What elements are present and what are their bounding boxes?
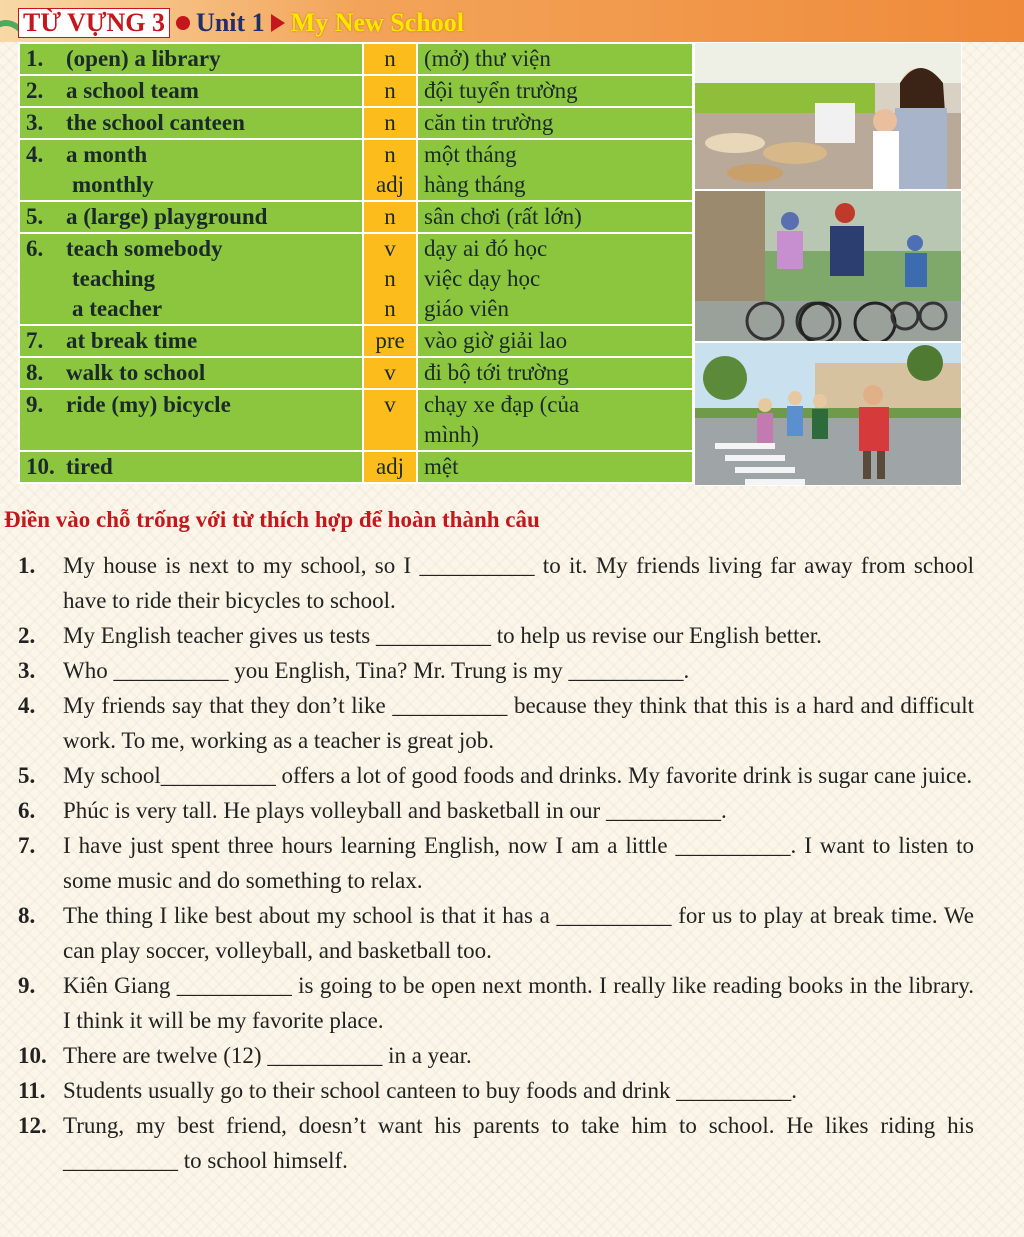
answer-blank[interactable]: __________ <box>267 1043 383 1068</box>
vocab-english <box>19 43 363 75</box>
vocab-row <box>19 43 693 75</box>
question-number: 7. <box>18 833 36 858</box>
vocab-english <box>19 139 363 201</box>
vocab-part-of-speech <box>363 75 417 107</box>
vocab-number: 4. <box>26 142 44 167</box>
triangle-arrow-icon <box>271 14 285 32</box>
unit-title: My New School <box>290 8 464 37</box>
vietnamese-meaning: mình) <box>424 422 479 447</box>
vietnamese-meaning: vào giờ giải lao <box>424 328 568 353</box>
exercise-question <box>18 1038 974 1073</box>
vocab-vietnamese <box>417 233 693 325</box>
vocab-part-of-speech <box>363 451 417 483</box>
question-number: 9. <box>18 973 36 998</box>
vocab-english-term: monthly <box>72 172 154 197</box>
children-cycling-photo <box>694 190 962 342</box>
part-of-speech: adj <box>375 454 405 479</box>
exercise-question <box>18 653 974 688</box>
vietnamese-meaning: (mở) thư viện <box>424 46 551 71</box>
vocab-part-of-speech <box>363 325 417 357</box>
vocab-row <box>19 451 693 483</box>
vocab-vietnamese <box>417 107 693 139</box>
vocab-english-term: walk to school <box>66 360 206 385</box>
school-canteen-photo <box>694 42 962 190</box>
vocab-tag: TỪ VỰNG 3 <box>18 8 170 38</box>
question-text: My friends say that they don’t like __________ because they think that this is a hard and difficult work. To me, working as a teacher is great job. <box>63 693 974 753</box>
vietnamese-meaning: hàng tháng <box>424 172 526 197</box>
exercise-question <box>18 1073 974 1108</box>
vocab-number: 7. <box>26 328 44 353</box>
question-number: 3. <box>18 658 36 683</box>
vocab-number: 2. <box>26 78 44 103</box>
vocab-row <box>19 139 693 201</box>
question-text: The thing I like best about my school is that it has a __________ for us to play at break time. We can play soccer, volleyball, and basketball too. <box>63 903 974 963</box>
bullet-dot-icon <box>176 16 190 30</box>
vietnamese-meaning: dạy ai đó học <box>424 236 548 261</box>
question-number: 11. <box>18 1078 46 1103</box>
vietnamese-meaning: đi bộ tới trường <box>424 360 569 385</box>
vocab-english <box>19 201 363 233</box>
answer-blank[interactable]: __________ <box>675 833 791 858</box>
vocab-part-of-speech <box>363 389 417 451</box>
vocab-row <box>19 75 693 107</box>
part-of-speech: n <box>384 296 396 321</box>
vocab-english-term: a month <box>66 142 148 167</box>
vocab-row <box>19 389 693 451</box>
vocab-part-of-speech <box>363 107 417 139</box>
question-text: I have just spent three hours learning English, now I am a little __________. I want to listen to some music and do something to relax. <box>63 833 974 893</box>
vocab-english-term: (open) a library <box>66 46 221 71</box>
question-number: 8. <box>18 903 36 928</box>
answer-blank[interactable]: __________ <box>605 798 721 823</box>
part-of-speech: adj <box>375 172 405 197</box>
vocab-english-term: teach somebody <box>66 236 223 261</box>
vietnamese-meaning: mệt <box>424 454 459 479</box>
vocab-row <box>19 201 693 233</box>
exercise-question <box>18 793 974 828</box>
vocab-vietnamese <box>417 43 693 75</box>
vocab-english-term: ride (my) bicycle <box>66 392 231 417</box>
answer-blank[interactable]: __________ <box>568 658 684 683</box>
exercise-question <box>18 1108 974 1178</box>
vocab-part-of-speech <box>363 201 417 233</box>
vietnamese-meaning: việc dạy học <box>424 266 541 291</box>
answer-blank[interactable]: __________ <box>113 658 229 683</box>
answer-blank[interactable]: __________ <box>556 903 672 928</box>
part-of-speech: v <box>384 236 396 261</box>
vocab-vietnamese <box>417 139 693 201</box>
vocab-row <box>19 233 693 325</box>
header <box>18 8 464 38</box>
vocab-number: 9. <box>26 392 44 417</box>
question-number: 5. <box>18 763 36 788</box>
vocab-english-term: a (large) playground <box>66 204 268 229</box>
answer-blank[interactable]: __________ <box>160 763 276 788</box>
vocab-row <box>19 107 693 139</box>
exercise-instruction: Điền vào chỗ trống với từ thích hợp để hoàn thành câu <box>4 507 540 532</box>
part-of-speech: n <box>384 46 396 71</box>
vocab-part-of-speech <box>363 43 417 75</box>
vocab-vietnamese <box>417 325 693 357</box>
vietnamese-meaning: căn tin trường <box>424 110 554 135</box>
vocab-vietnamese <box>417 75 693 107</box>
question-number: 4. <box>18 693 36 718</box>
question-text: My English teacher gives us tests __________ to help us revise our English better. <box>63 623 822 648</box>
exercise-question <box>18 688 974 758</box>
vocab-number: 6. <box>26 236 44 261</box>
question-number: 6. <box>18 798 36 823</box>
vocab-vietnamese <box>417 357 693 389</box>
vietnamese-meaning: sân chơi (rất lớn) <box>424 204 582 229</box>
vocab-english <box>19 75 363 107</box>
vietnamese-meaning: đội tuyển trường <box>424 78 578 103</box>
photo-column <box>694 42 962 486</box>
vocab-english <box>19 325 363 357</box>
part-of-speech: v <box>384 392 396 417</box>
question-number: 10. <box>18 1043 47 1068</box>
question-number: 2. <box>18 623 36 648</box>
answer-blank[interactable]: __________ <box>419 553 535 578</box>
question-number: 12. <box>18 1113 47 1138</box>
answer-blank[interactable]: __________ <box>63 1148 178 1173</box>
question-text: Who __________ you English, Tina? Mr. Trung is my __________. <box>63 658 690 683</box>
vocab-english <box>19 233 363 325</box>
question-text: There are twelve (12) __________ in a year. <box>63 1043 472 1068</box>
unit-label: Unit 1 <box>196 8 265 37</box>
vocab-english-term: a school team <box>66 78 199 103</box>
vocabulary-table <box>18 42 694 484</box>
answer-blank[interactable]: __________ <box>376 623 492 648</box>
vocab-number: 3. <box>26 110 44 135</box>
part-of-speech: pre <box>375 328 405 353</box>
answer-blank[interactable]: __________ <box>676 1078 792 1103</box>
vocab-part-of-speech <box>363 357 417 389</box>
vocab-row <box>19 325 693 357</box>
exercise-question <box>18 618 974 653</box>
vocab-english-term: the school canteen <box>66 110 245 135</box>
part-of-speech: n <box>384 204 396 229</box>
vietnamese-meaning: chạy xe đạp (của <box>424 392 580 417</box>
vietnamese-meaning: giáo viên <box>424 296 509 321</box>
vocab-row <box>19 357 693 389</box>
question-text: Trung, my best friend, doesn’t want his parents to take him to school. He likes riding his __________ to school himself. <box>63 1113 974 1173</box>
answer-blank[interactable]: __________ <box>176 973 292 998</box>
vocab-number: 8. <box>26 360 44 385</box>
vocab-vietnamese <box>417 451 693 483</box>
vocab-vietnamese <box>417 201 693 233</box>
part-of-speech: n <box>384 266 396 291</box>
vocab-english <box>19 357 363 389</box>
vocab-part-of-speech <box>363 139 417 201</box>
vocab-part-of-speech <box>363 233 417 325</box>
fill-in-blank-exercise <box>18 548 974 1178</box>
exercise-question <box>18 828 974 898</box>
question-text: Kiên Giang __________ is going to be open next month. I really like reading books in the library. I think it will be my favorite place. <box>63 973 974 1033</box>
question-number: 1. <box>18 553 36 578</box>
children-walking-to-school-photo <box>694 342 962 486</box>
answer-blank[interactable]: __________ <box>392 693 508 718</box>
vocab-english <box>19 451 363 483</box>
question-text: Students usually go to their school canteen to buy foods and drink __________. <box>63 1078 797 1103</box>
vocab-english-term: at break time <box>66 328 198 353</box>
vocab-english-term: teaching <box>72 266 156 291</box>
exercise-question <box>18 968 974 1038</box>
exercise-question <box>18 548 974 618</box>
exercise-question <box>18 898 974 968</box>
vietnamese-meaning: một tháng <box>424 142 517 167</box>
vocab-english-term: tired <box>66 454 113 479</box>
part-of-speech: n <box>384 110 396 135</box>
vocab-vietnamese <box>417 389 693 451</box>
vocab-number: 5. <box>26 204 44 229</box>
part-of-speech: v <box>384 360 396 385</box>
part-of-speech: n <box>384 78 396 103</box>
question-text: My house is next to my school, so I __________ to it. My friends living far away from school have to ride their bicycles to school. <box>63 553 974 613</box>
question-text: My school__________ offers a lot of good foods and drinks. My favorite drink is sugar cane juice. <box>63 763 973 788</box>
question-text: Phúc is very tall. He plays volleyball and basketball in our __________. <box>63 798 727 823</box>
vocab-english <box>19 389 363 451</box>
vocab-number: 1. <box>26 46 44 71</box>
vocab-english-term: a teacher <box>72 296 163 321</box>
vocab-english <box>19 107 363 139</box>
exercise-question <box>18 758 974 793</box>
vocab-number: 10. <box>26 454 55 479</box>
part-of-speech: n <box>384 142 396 167</box>
